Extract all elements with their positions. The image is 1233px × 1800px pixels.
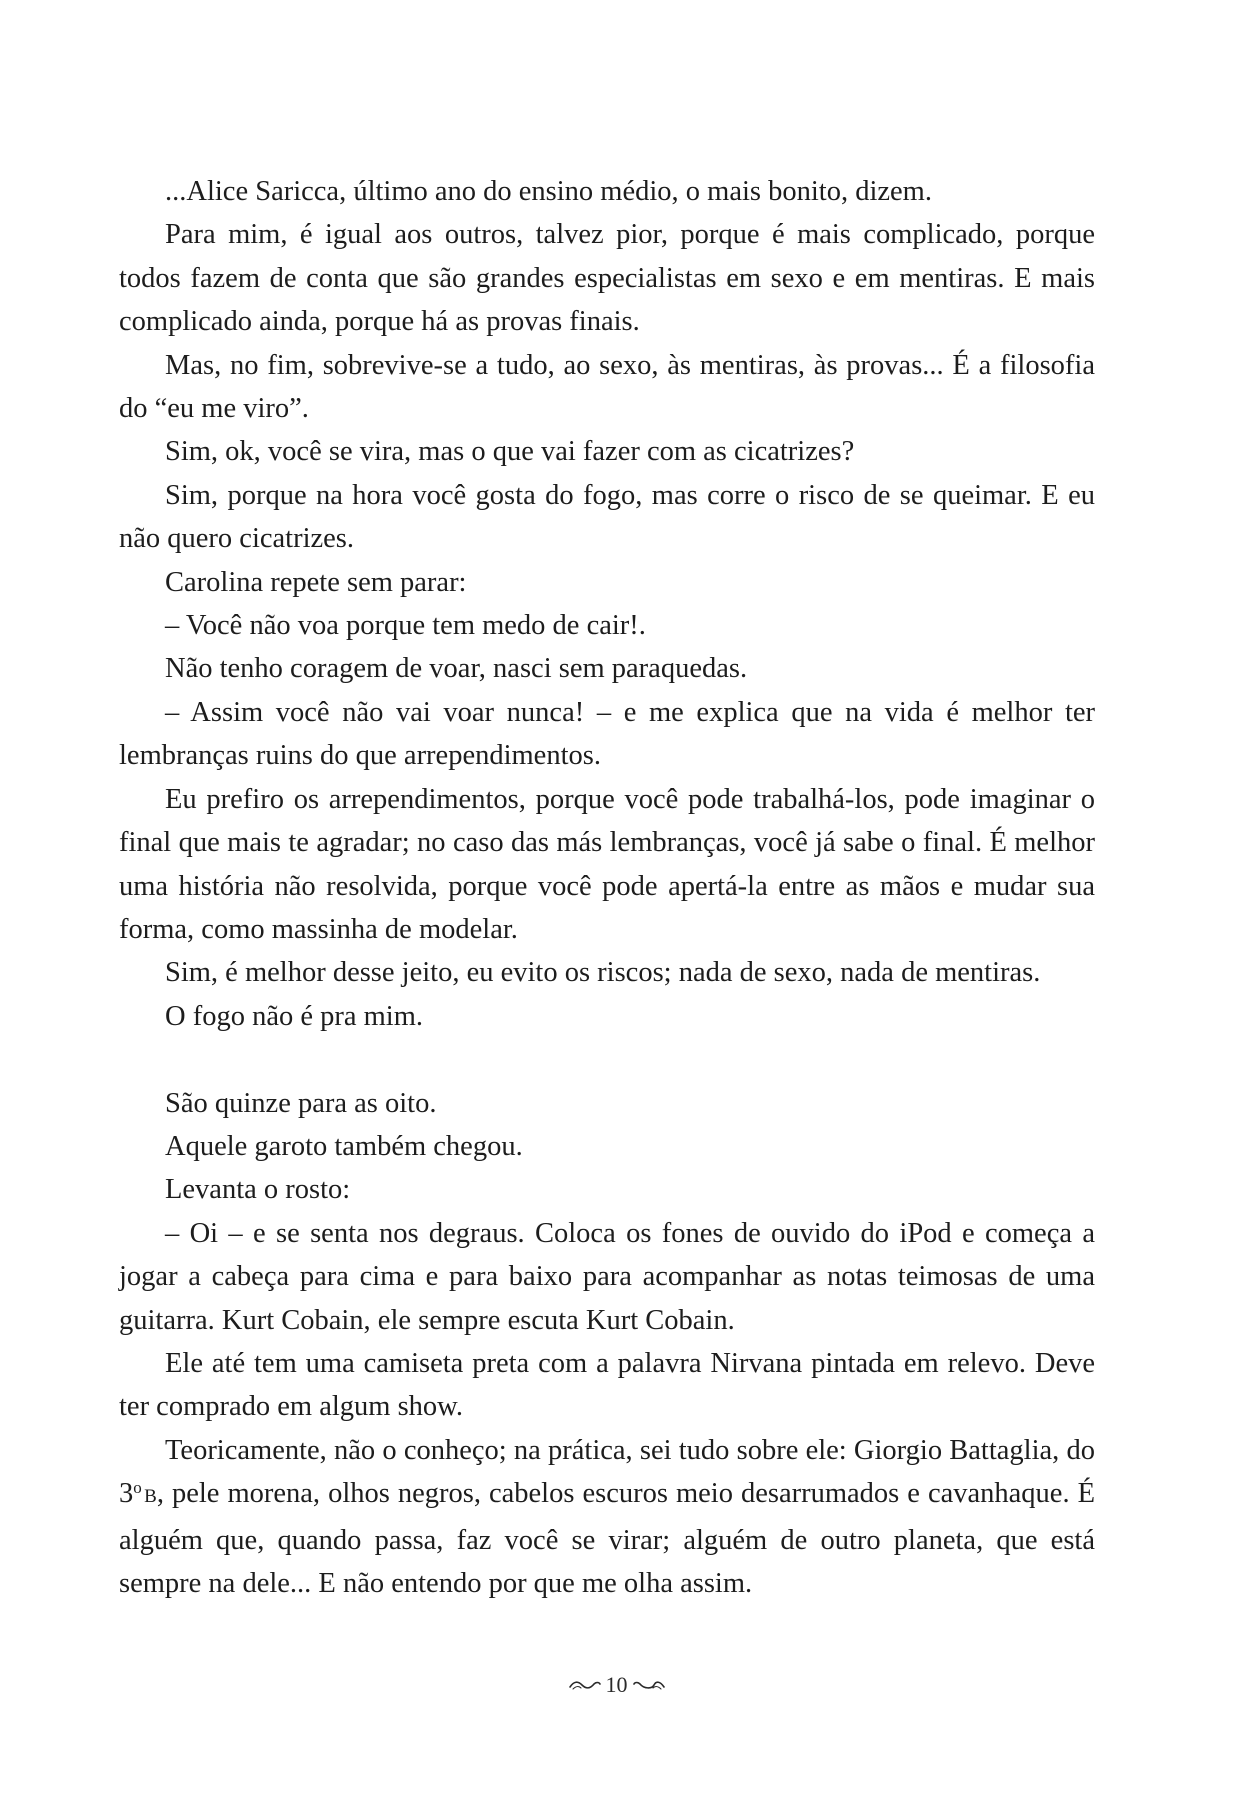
paragraph: Sim, ok, você se vira, mas o que vai fazer com as cicatrizes? (165, 436, 855, 468)
page-number: 10 (605, 1672, 628, 1697)
paragraph: Carolina repete sem parar: (165, 566, 467, 598)
paragraph: Ele até tem uma camiseta preta com a palavra Nirvana pintada em relevo. Deve ter comprado em algum show. (119, 1347, 1095, 1423)
paragraph: – Assim você não vai voar nunca! – e me explica que na vida é melhor ter lembranças ruins do que arrependimentos. (119, 696, 1095, 772)
paragraph: Não tenho coragem de voar, nasci sem paraquedas. (165, 653, 748, 685)
wave-ornament-icon (632, 1678, 666, 1692)
paragraph-last-part1: Teoricamente, não o conheço; na prática, sei tudo sobre ele: Giorgio Battaglia, do 3 (119, 1434, 1095, 1510)
class-letter: B (144, 1486, 157, 1508)
paragraph: Sim, é melhor desse jeito, eu evito os riscos; nada de sexo, nada de mentiras. (165, 957, 1041, 989)
paragraph-last-part2: , pele morena, olhos negros, cabelos escuros meio desarrumados e cavanhaque. É alguém que, quando passa, faz você se virar; alguém de outro planeta, que está sempre na dele... E não entendo por que me olha assim. (119, 1478, 1095, 1599)
paragraph: Aquele garoto também chegou. (165, 1130, 523, 1162)
paragraph: ...Alice Saricca, último ano do ensino médio, o mais bonito, dizem. (165, 176, 932, 207)
paragraph: Para mim, é igual aos outros, talvez pior, porque é mais complicado, porque todos fazem de conta que são grandes especialistas em sexo e em mentiras. E mais complicado ainda, porque há as provas finais. (119, 219, 1095, 338)
paragraph: – Oi – e se senta nos degraus. Coloca os fones de ouvido do iPod e começa a jogar a cabeça para cima e para baixo para acompanhar as notas teimosas de uma guitarra. Kurt Cobain, ele sempre escuta Kurt Cobain. (119, 1217, 1095, 1336)
paragraph-last (119, 1429, 1095, 1606)
paragraph: Mas, no fim, sobrevive-se a tudo, ao sexo, às mentiras, às provas... É a filosofia do “eu me viro”. (119, 349, 1095, 425)
page-folio (0, 1672, 1233, 1698)
paragraph: Levanta o rosto: (165, 1174, 351, 1206)
paragraph: Eu prefiro os arrependimentos, porque você pode trabalhá-los, pode imaginar o final que mais te agradar; no caso das más lembranças, você já sabe o final. É melhor uma história não resolvida, porque você pode apertá-la entre as mãos e mudar sua forma, como massinha de modelar. (119, 783, 1095, 945)
wave-ornament-icon (568, 1678, 602, 1692)
section-break (119, 1038, 1095, 1081)
paragraph: – Você não voa porque tem medo de cair!. (165, 610, 646, 642)
paragraph: O fogo não é pra mim. (165, 1000, 424, 1032)
paragraph: Sim, porque na hora você gosta do fogo, mas corre o risco de se queimar. E eu não quero cicatrizes. (119, 479, 1095, 555)
paragraph: São quinze para as oito. (165, 1087, 437, 1119)
page-body (119, 170, 1095, 1605)
ordinal-superscript: o (133, 1478, 142, 1498)
